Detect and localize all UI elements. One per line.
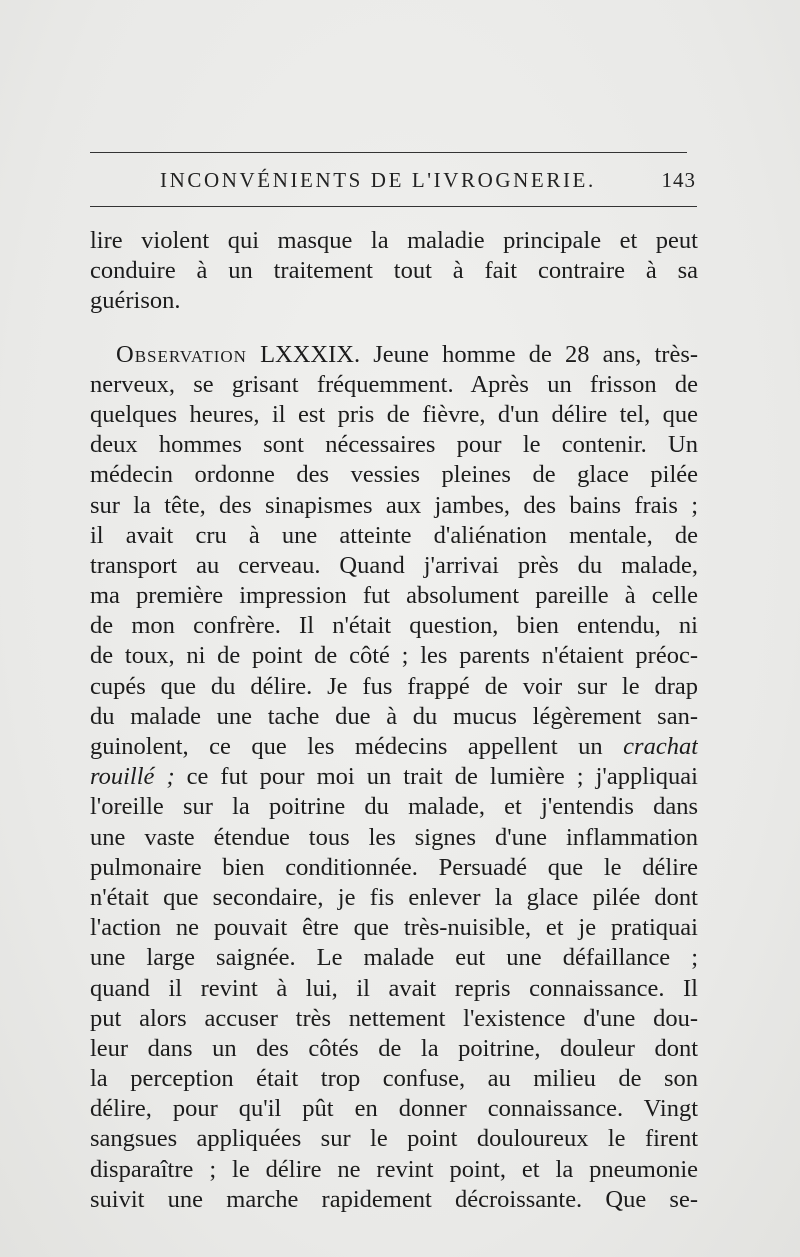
text-line: une vaste étendue tous les signes d'une inflammation [90, 823, 698, 851]
text-line: leur dans un des côtés de la poitrine, douleur dont [90, 1034, 698, 1062]
text-line: cupés que du délire. Je fus frappé de voir sur le drap [90, 672, 698, 700]
text-line: put alors accuser très nettement l'existence d'une dou- [90, 1004, 698, 1032]
text-line: quand il revint à lui, il avait repris connaissance. Il [90, 974, 698, 1002]
text-line: deux hommes sont nécessaires pour le contenir. Un [90, 431, 698, 459]
text-line: l'action ne pouvait être que très-nuisible, et je pratiquai [90, 914, 698, 942]
italic-term-rouille: rouillé ; [90, 763, 175, 791]
text-line: n'était que secondaire, je fis enlever la glace pilée dont [90, 883, 698, 911]
text-line: sangsues appliquées sur le point douloureux le firent [90, 1125, 698, 1153]
body-text [90, 226, 698, 1215]
page-header [160, 168, 700, 198]
paragraph-continuation [90, 226, 698, 317]
text-line: délire, pour qu'il pût en donner connaissance. Vingt [90, 1095, 698, 1123]
text-line: de mon confrère. Il n'était question, bien entendu, ni [90, 612, 698, 640]
text-line: suivit une marche rapidement décroissante. Que se- [90, 1185, 698, 1213]
text-line: du malade une tache due à du mucus légèrement san- [90, 702, 698, 730]
text-segment: ce fut pour moi un trait de lumière ; j'appliquai [186, 763, 698, 791]
text-line: la perception était trop confuse, au milieu de son [90, 1065, 698, 1093]
text-line: une large saignée. Le malade eut une défaillance ; [90, 944, 698, 972]
text-segment: Jeune homme de 28 ans, très- [373, 340, 698, 368]
header-rule-top [90, 152, 687, 153]
text-line: il avait cru à une atteinte d'aliénation mentale, de [90, 521, 698, 549]
text-line: médecin ordonne des vessies pleines de glace pilée [90, 461, 698, 489]
text-line-rouille [90, 762, 698, 792]
text-line: conduire à un traitement tout à fait contraire à sa [90, 257, 698, 285]
italic-term-crachat: crachat [623, 733, 698, 760]
text-line: disparaître ; le délire ne revint point, et la pneumonie [90, 1155, 698, 1183]
text-segment: guinolent, ce que les médecins appellent un [90, 733, 603, 760]
text-line: nerveux, se grisant fréquemment. Après un frisson de [90, 370, 698, 398]
text-line: ma première impression fut absolument pareille à celle [90, 582, 698, 610]
text-line: pulmonaire bien conditionnée. Persuadé que le délire [90, 853, 698, 881]
text-line: de toux, ni de point de côté ; les parents n'étaient préoc- [90, 642, 698, 670]
text-line: lire violent qui masque la maladie principale et peut [90, 227, 698, 254]
text-line-crachat [90, 732, 698, 762]
observation-paragraph [90, 340, 698, 1215]
header-rule-bottom [90, 206, 697, 207]
running-head: INCONVÉNIENTS DE L'IVROGNERIE. [160, 168, 596, 192]
paragraph-gap [90, 317, 698, 340]
text-line: sur la tête, des sinapismes aux jambes, des bains frais ; [90, 491, 698, 519]
text-line: l'oreille sur la poitrine du malade, et j'entendis dans [90, 793, 698, 821]
text-line: guérison. [90, 287, 181, 315]
observation-first-line [90, 340, 698, 370]
observation-label: Observation [116, 340, 247, 368]
text-line: transport au cerveau. Quand j'arrivai près du malade, [90, 551, 698, 579]
observation-number: LXXXIX. [260, 340, 361, 368]
text-line: quelques heures, il est pris de fièvre, d'un délire tel, que [90, 400, 698, 428]
page-number: 143 [661, 168, 696, 192]
